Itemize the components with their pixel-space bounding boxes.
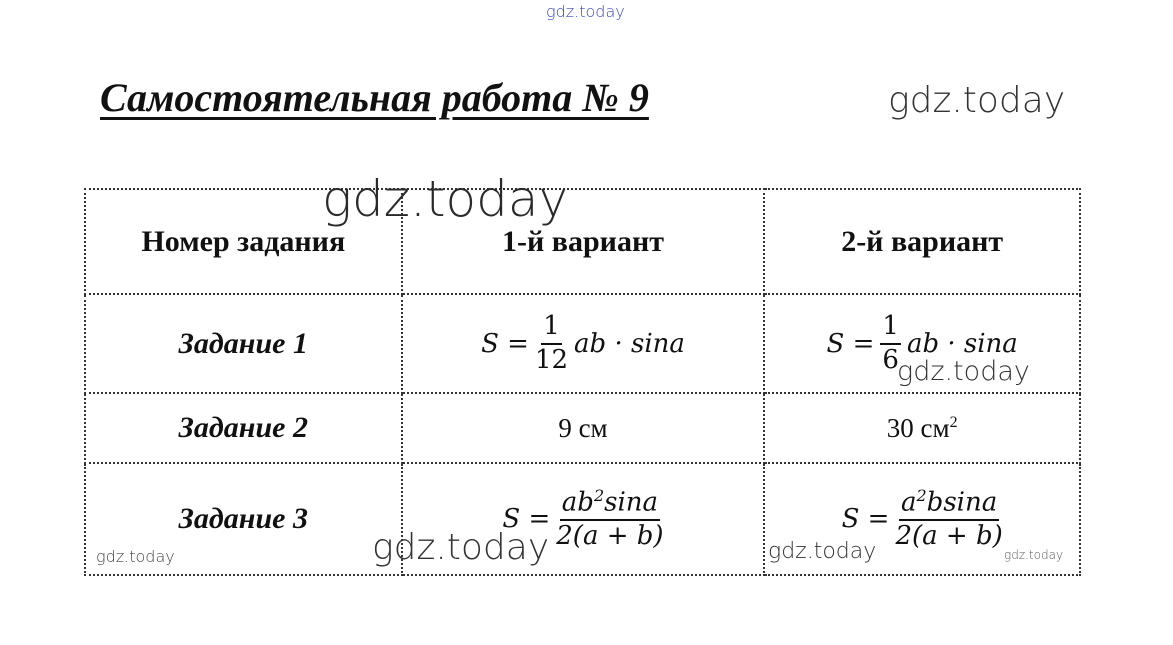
formula-lhs: S =	[502, 504, 551, 534]
task-cell	[85, 393, 402, 463]
fraction	[895, 485, 1003, 551]
watermark-cell: gdz.today	[897, 356, 1030, 387]
answer-exponent: 2	[949, 413, 958, 431]
fraction	[535, 313, 568, 374]
watermark-bottom-right: gdz.today	[768, 539, 877, 564]
task-label: Задание 1	[178, 326, 308, 360]
numerator-rest: bsina	[926, 487, 998, 518]
watermark-bottom-middle: gdz.today	[372, 527, 550, 568]
formula-lhs: S =	[841, 504, 890, 534]
answer-text: 30 см	[886, 412, 950, 443]
numerator-exponent: 2	[916, 485, 927, 505]
task-cell	[85, 294, 402, 393]
answer-value	[887, 413, 958, 443]
fraction-numerator: 1	[880, 313, 901, 344]
header-task-number: Номер задания	[141, 224, 346, 258]
header-cell-variant-2	[764, 189, 1080, 294]
answer-cell-variant-2	[764, 393, 1080, 463]
watermark-bottom-corner: gdz.today	[1004, 548, 1064, 562]
answer-cell-variant-1	[402, 393, 765, 463]
numerator-exponent: 2	[593, 485, 605, 505]
fraction-denominator: 6	[882, 344, 899, 375]
formula-lhs: S =	[826, 328, 875, 359]
watermark-top: gdz.today	[546, 2, 625, 21]
numerator-rest: sina	[604, 487, 659, 518]
formula-rhs: ab · sina	[906, 328, 1018, 359]
watermark-bottom-left: gdz.today	[96, 547, 175, 566]
fraction-numerator	[899, 485, 999, 521]
fraction-numerator: 1	[541, 313, 562, 344]
table-row	[85, 463, 1080, 575]
fraction-numerator	[560, 485, 660, 521]
header-variant-1: 1-й вариант	[502, 224, 664, 258]
document-title: Самостоятельная работа № 9	[100, 75, 649, 120]
answer-cell-variant-1	[402, 294, 765, 393]
table-header-row	[85, 189, 1080, 294]
header-variant-2: 2-й вариант	[841, 224, 1004, 258]
formula-rhs: ab · sina	[574, 328, 685, 359]
task-label: Задание 2	[178, 411, 308, 444]
formula	[481, 313, 685, 374]
watermark-right: gdz.today	[888, 80, 1066, 121]
formula-lhs: S =	[481, 328, 529, 359]
numerator-base: a	[900, 487, 917, 518]
fraction-denominator: 12	[534, 344, 569, 375]
task-label: Задание 3	[178, 502, 308, 535]
fraction-denominator: 2(a + b)	[556, 520, 664, 551]
fraction-denominator: 2(a + b)	[895, 520, 1003, 551]
watermark-large: gdz.today	[322, 170, 569, 228]
fraction	[556, 485, 664, 551]
answer-value: 9 см	[558, 412, 608, 443]
table-row	[85, 393, 1080, 463]
numerator-base: ab	[561, 487, 594, 518]
